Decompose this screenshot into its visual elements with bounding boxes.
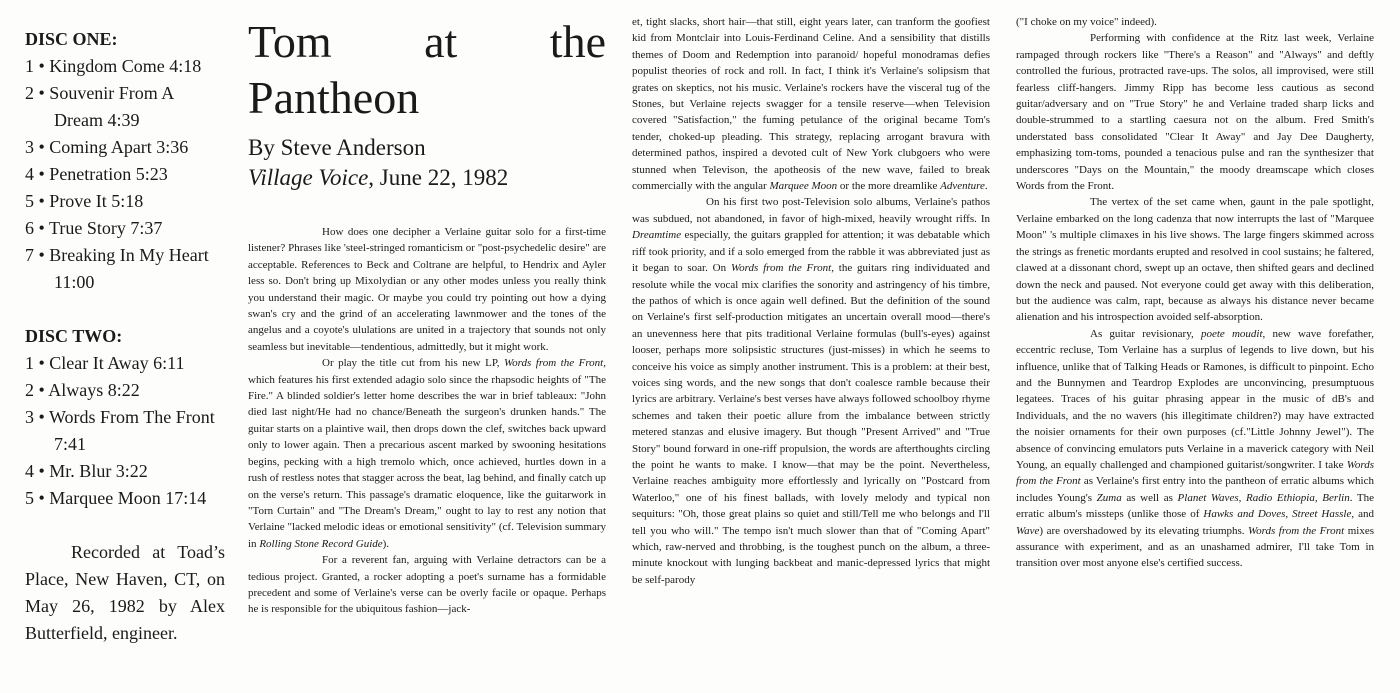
track-item: 3 • Coming Apart 3:36	[25, 137, 189, 157]
track-item: 5 • Marquee Moon 17:14	[25, 488, 207, 508]
article-paragraph: Performing with confidence at the Ritz last week, Verlaine rampaged through rockers like "There's a Reason" and "Always" and deftly controlled the furious, protracted rave-ups. The solos, all improvised, were still fearless cliff-hangers. Jimmy Ripp has become less cautious as second guitar/adversary and on "True Story" he and Verlaine traded sharp licks and double-strummed to a startling caesura not on the album. Fred Smith's understated bass consolidated "Clear It Away" and Jay Dee Daugherty, emphasizing tom-toms, pounded a tenacious pulse and ran the synthesizer that underscores "Days on the Mountain," the moody dreamscape which closes Words from the Front.	[1016, 32, 1374, 193]
article-byline: By Steve Anderson	[248, 135, 426, 160]
article-paragraph: On his first two post-Television solo albums, Verlaine's pathos was subdued, not abandoned, in favor of high-mixed, heavily wrought riffs. In Dreamtime especially, the guitars grappled for attention; it was debatable which riff took priority, and if a solo emerged from the rabble it was abbreviated just as it began to soar. On Words from the Front, the guitars ring individuated and resolute while the vocal mix clarifies the sonority and astringency of his timbre, the pathos of which is once again well defined. But the definition of the sound on Verlaine's first self-production mitigates an uncertain overall mood—there's an unevenness here that pits traditional Verlaine formulas (bull's-eyes) against looser, perhaps more solipsistic structures (just-misses) in which he seems to conceive his voice as simply another instrument. This is a problem: at their best, voices sing words, and the new songs that don't coalesce ramble because their lyrics are arbitrary. Verlaine's best verses have always followed schoolboy rhyme schemes and taken their poetic allure from the imbalance between strictly metered stanzas and elusive imagery. But though "Present Arrived" and "True Story" bound forward in one-riff propulsion, the words are afterthoughts circling the point he wants to make. I know—that may be the point. Nevertheless, Verlaine reaches ambiguity more effortlessly and lyrically on "Postcard from Waterloo," one of his finest ballads, with lovely melody and typical non sequiturs: "Oh, those great plains so quiet and still/Tell me who belongs and I'll tell you who will." The tempo isn't much slower than that of "Coming Apart" which, raw-nerved and throbbing, is the toughest punch on the album, a three-minute knockout with lunging backbeat and manic-depressed lyrics that might be self-parody	[632, 196, 990, 586]
track-item: 7 • Breaking In My Heart 11:00	[25, 245, 209, 292]
track-item: 2 • Souvenir From A Dream 4:39	[25, 83, 174, 130]
recording-note: Recorded at Toad’s Place, New Haven, CT, on May 26, 1982 by Alex Butterfield, engineer.	[25, 542, 225, 643]
article-paragraph: As guitar revisionary, poete moudit, new wave forefather, eccentric recluse, Tom Verlaine has a surplus of legends to live down, but his influence, unlike that of Talking Heads or Ramones, is difficult to pinpoint. Echo and the Bunnymen and Teardrop Explodes are unconvincing, presumptuous legatees. Traces of his guitar phrasing appear in the music of dB's and Individuals, and the no wavers (his illegitimate children?) may have extracted the noisier ornaments for their own purposes (cf."Little Johnny Jewel"). The absence of convincing emulators puts Verlaine in a maverick category with Neil Young, an equally challenged and championed guitarist/songwriter. I take Words from the Front as Verlaine's first entry into the pantheon of erratic albums which includes Young's Zuma as well as Planet Waves, Radio Ethiopia, Berlin. The erratic album's missteps (unlike those of Hawks and Doves, Street Hassle, and Wave) are overshadowed by its elevating triumphs. Words from the Front mixes assurance with experiment, and as an unashamed admirer, I'll take Tom in transition over most anyone else's certified success.	[1016, 327, 1374, 570]
article-column-2	[632, 14, 990, 588]
article-paragraph: How does one decipher a Verlaine guitar solo for a first-time listener? Phrases like 'steel-stringed romanticism or "post-psychedelic desire" are acceptable. References to Beck and Coltrane are helpful, to Hendrix and Ayler less so. Don't bring up Mixolydian or any other modes unless you really think you understand their magic. Or maybe you could try pointing out how a dying swan's cry and the grind of an accelerating lawnmower and the tones of the angelus and a coyote's ululations are united in a trajectory that sounds not only seamless but inevitable—tendentious, admittedly, but it might work.	[248, 226, 606, 353]
article-source: Village Voice, June 22, 1982	[248, 165, 509, 190]
track-item: 1 • Clear It Away 6:11	[25, 353, 185, 373]
track-list-sidebar	[0, 0, 225, 693]
article-paragraph: Or play the title cut from his new LP, Words from the Front, which features his first extended adagio solo since the rhapsodic heights of "The Fire." A blinded soldier's letter home describes the war in brief tableaux: "John died last night/He had no chance/Beneath the surgeon's drunken hands." The guitar starts on a plaintive wail, then drops down the clef, switches back upward only to lower again. Then a precarious ascent marked by swooning hesitations begins, pecking with a high tremolo which, once achieved, hurtles down in a rush of restless notes that stagger across the beat, lag behind, and finally catch up on the verse's return. This passage's dramatic eloquence, like the guitarwork in "Torn Curtain" and "The Dream's Dream," ought to lay to rest any notion that Verlaine "lacked melodic ideas or emotional sensitivity" (cf. Television summary in Rolling Stone Record Guide).	[248, 357, 606, 550]
article-body	[225, 0, 1400, 693]
disc-one-track-list	[25, 53, 225, 296]
track-item: 3 • Words From The Front 7:41	[25, 407, 215, 454]
track-item: 4 • Mr. Blur 3:22	[25, 461, 148, 481]
disc-two-section	[25, 323, 225, 512]
track-item: 1 • Kingdom Come 4:18	[25, 56, 202, 76]
disc-two-track-list	[25, 350, 225, 512]
article-column-1	[248, 14, 606, 618]
disc-one-section	[25, 26, 225, 296]
article-paragraph: et, tight slacks, short hair—that still, eight years later, can tranform the goofiest kid from Montclair into Louis-Ferdinand Celine. And a sensibility that distills themes of Doom and Redemption into paranoid/ hopeful monodramas defies populist theories of rock and roll. In fact, I think it's Verlaine's solipsism that grates on skeptics, not his music. Verlaine's rockers have the visceral tug of the Stones, but Verlaine rejects swagger for a tensile reserve—when Television covered "Satisfaction," the fuming petulance of the original became Tom's tender, choked-up pleading. This strategy, replacing arrogant bravura with determined pathos, inspired a devoted cult of New York clubgoers who were stunned when Televison, the apotheosis of the new wave, failed to break commercially with the angular Marquee Moon or the more dreamlike Adventure.	[632, 16, 990, 193]
track-item: 5 • Prove It 5:18	[25, 191, 144, 211]
track-item: 2 • Always 8:22	[25, 380, 140, 400]
track-item: 6 • True Story 7:37	[25, 218, 163, 238]
article-paragraph: ("I choke on my voice" indeed).	[1016, 16, 1157, 28]
disc-one-heading: DISC ONE:	[25, 29, 118, 49]
article-title: Tom at the Pantheon	[248, 16, 606, 123]
article-paragraph: The vertex of the set came when, gaunt in the pale spotlight, Verlaine embarked on the long cadenza that now interrupts the last of "Marquee Moon" 's multiple climaxes in his live shows. The large fingers skimmed across the strings as frenetic mordants erupted and resolved in cool sustains; he faltered, clawed at a dissonant chord, swept up an octave, then shifted gears and declined down the neck and paused. Not everyone could get away with this deliberation, but the audience was calm, rapt, because as always his distance never became alienation and his introspection avoided self-absorption.	[1016, 196, 1374, 324]
disc-two-heading: DISC TWO:	[25, 326, 123, 346]
track-item: 4 • Penetration 5:23	[25, 164, 168, 184]
article-paragraph: For a reverent fan, arguing with Verlaine detractors can be a tedious project. Granted, a rocker adopting a poet's surname has a formidable precedent and some of Verlaine's verse can be overly facile or opaque. Perhaps he is responsible for the ubiquitous fashion—jack-	[248, 554, 606, 616]
article-column-3	[1016, 14, 1374, 572]
article-header	[248, 14, 606, 192]
